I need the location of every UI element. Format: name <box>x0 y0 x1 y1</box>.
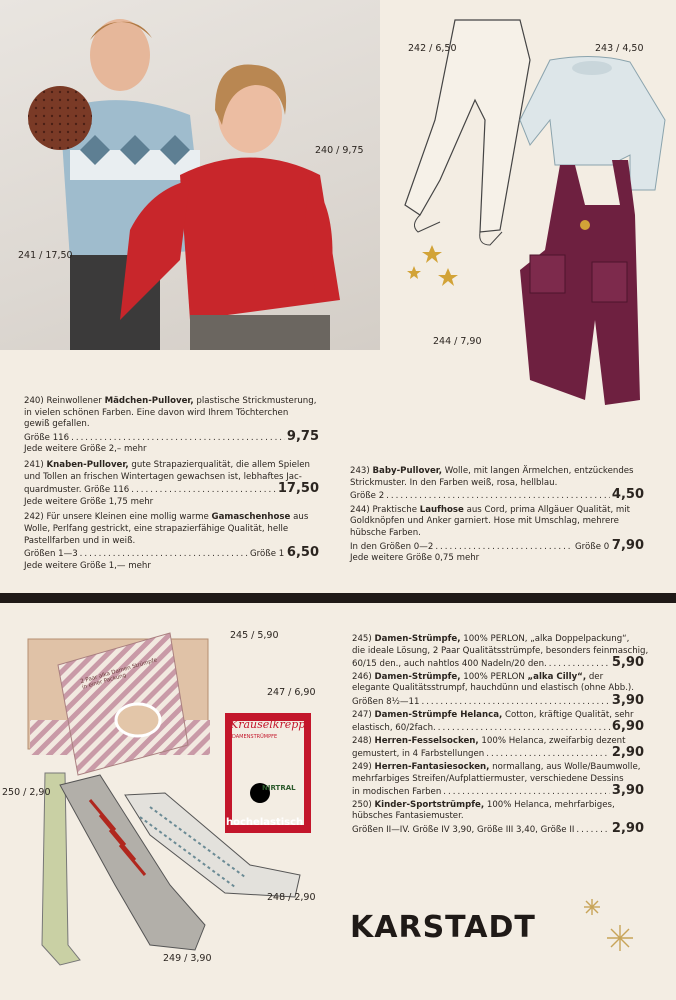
item-block-upper-left <box>24 396 319 572</box>
item-249: 249) Herren-Fantasiesocken, normallang, aus Wolle/Baumwolle, mehrfarbiges Streifen/Aufplattiermuster, verschiedene Dessins in modischen Farben ..... 3,90 <box>352 762 644 799</box>
price-247: 6,90 <box>611 719 644 735</box>
item-242: 242) Für unsere Kleinen eine mollig warme Gamaschenhose aus Wolle, Perlfang gestrickt, eine strapazierfähige Qualität, helle Pastellfarben und in weiß. Größen 1—3 ..... Größe 1 6,50 Jede weitere Größe 1,— mehr <box>24 512 319 572</box>
children-photo-illustration <box>0 0 380 350</box>
price-242: 6,50 <box>286 545 319 561</box>
item-240: 240) Reinwollener Mädchen-Pullover, plastische Strickmusterung, in vielen schönen Farben. Eine davon wird Ihrem Töchterchen gewiß gefallen. Größe 116 ..... 9,75 Jede weitere Größe 2,– mehr <box>24 396 319 456</box>
price-tag-249: 249 / 3,90 <box>163 953 212 964</box>
item-245: 245) Damen-Strümpfe, 100% PERLON, „alka Doppelpackung“, die ideale Lösung, 2 Paar Qualitätsstrümpfe, besonders feinmaschig, 60/15 den., auch nahtlos 400 Nadeln/20 den. ..... 5,90 <box>352 634 644 671</box>
price-245: 5,90 <box>611 655 644 671</box>
item-block-upper-right <box>350 466 644 565</box>
price-243: 4,50 <box>611 487 644 503</box>
price-tag-241: 241 / 17,50 <box>18 250 73 261</box>
price-246: 3,90 <box>611 692 644 708</box>
kraeusel-title: Kräuselkrepp <box>230 718 306 731</box>
item-250: 250) Kinder-Sportstrümpfe, 100% Helanca, mehrfarbiges, hübsches Fantasiemuster. Größen II—IV. Größe IV 3,90, Größe III 3,40, Größe II ..... 2,90 <box>352 800 644 837</box>
price-tag-240: 240 / 9,75 <box>315 145 364 156</box>
alka-box-label: 2 Paar alka Damen Strümpfe in einer Packung <box>79 657 158 691</box>
children-photo <box>0 0 380 350</box>
star-decoration-icon <box>580 895 640 955</box>
price-tag-245: 245 / 5,90 <box>230 630 279 641</box>
item-241: 241) Knaben-Pullover, gute Strapazierqualität, die allem Spielen und Tollen an frischen Wintertagen gewachsen ist, lebhaftes Jac- quardmuster. Größe 116 ..... 17,50 Jede weitere Größe 1,75 mehr <box>24 460 319 508</box>
price-tag-247: 247 / 6,90 <box>267 687 316 698</box>
price-tag-250: 250 / 2,90 <box>2 787 51 798</box>
section-divider <box>0 593 676 603</box>
price-240: 9,75 <box>286 428 319 444</box>
stockings-illustrations <box>20 625 320 985</box>
price-tag-242: 242 / 6,50 <box>408 43 457 54</box>
hochelastisch-label: hochelastisch <box>226 817 304 828</box>
price-250: 2,90 <box>611 820 644 836</box>
price-244: 7,90 <box>611 537 644 553</box>
item-block-lower-right <box>352 634 649 837</box>
price-tag-248: 248 / 2,90 <box>267 892 316 903</box>
price-tag-243: 243 / 4,50 <box>595 43 644 54</box>
clothing-illustrations <box>380 0 676 440</box>
item-246: 246) Damen-Strümpfe, 100% PERLON „alka Cilly“, der elegante Qualitätsstrumpf, hauchdünn und elastisch (ohne Abb.). Größen 8½—11 ..... 3,90 <box>352 672 644 709</box>
price-249: 3,90 <box>611 783 644 799</box>
item-244: 244) Praktische Laufhose aus Cord, prima Allgäuer Qualität, mit Goldknöpfen und Anker garniert. Hose mit Umschlag, mehrere hübsche Farben. In den Größen 0—2 ..... Größe 0 7,90 Jede weitere Größe 0,75 mehr <box>350 505 644 565</box>
price-248: 2,90 <box>611 745 644 761</box>
kraeusel-sub: DAMENSTRÜMPFE <box>232 734 278 740</box>
price-tag-244: 244 / 7,90 <box>433 336 482 347</box>
price-241: 17,50 <box>277 481 319 497</box>
item-248: 248) Herren-Fesselsocken, 100% Helanca, zweifarbig dezent gemustert, in 4 Farbstellungen ..... 2,90 <box>352 736 644 761</box>
item-247: 247) Damen-Strümpfe Helanca, Cotton, kräftige Qualität, sehr elastisch, 60/2fach. ..... 6,90 <box>352 710 644 735</box>
item-243: 243) Baby-Pullover, Wolle, mit langen Ärmelchen, entzückendes Strickmuster. In den Farben weiß, rosa, hellblau. Größe 2 ..... 4,50 <box>350 466 644 503</box>
karstadt-logo: KARSTADT <box>350 910 536 945</box>
nirtral-logo: NIRTRAL <box>262 784 296 792</box>
